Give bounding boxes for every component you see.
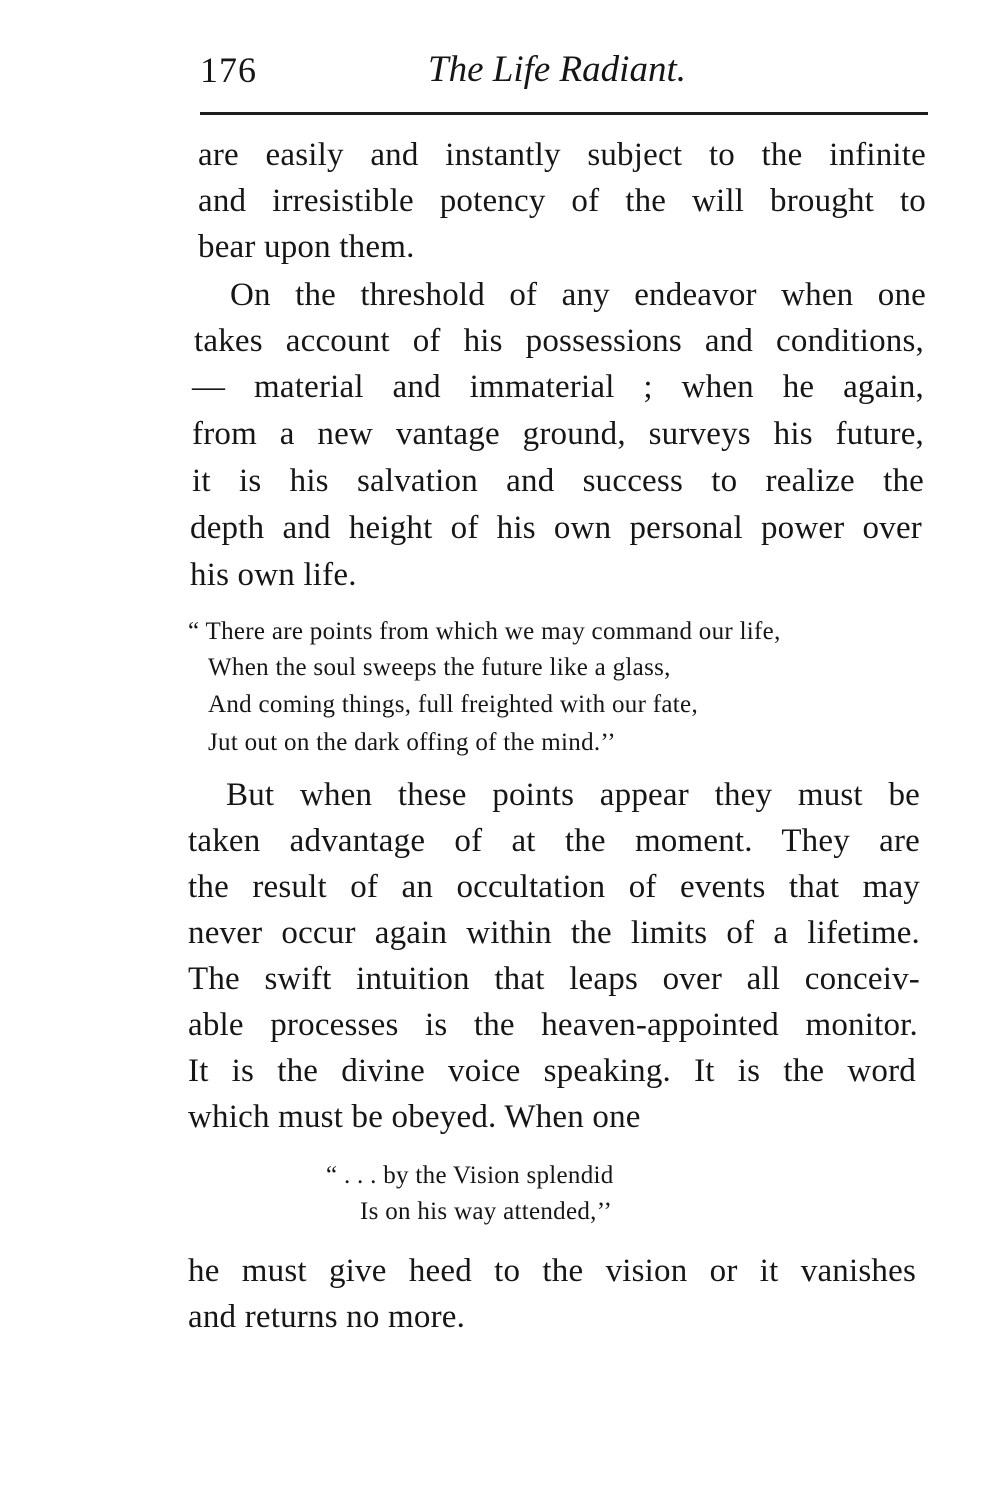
paragraph-2-line-5: it is his salvation and success to realize the	[192, 463, 924, 499]
paragraph-4-line-2: and returns no more.	[188, 1299, 466, 1335]
paragraph-2-line-1: On the threshold of any endeavor when one	[230, 277, 926, 313]
quote-1-line-1: “ There are points from which we may command our life,	[188, 618, 781, 645]
paragraph-3-line-1: But when these points appear they must be	[226, 777, 920, 813]
paragraph-3-line-2: taken advantage of at the moment. They are	[188, 823, 920, 859]
running-head	[200, 48, 930, 98]
paragraph-2-line-2: takes account of his possessions and conditions,	[194, 323, 924, 359]
quote-1-line-4: Jut out on the dark offing of the mind.’’	[208, 729, 616, 756]
paragraph-2-line-7: his own life.	[190, 557, 357, 593]
quote-2-line-2: Is on his way attended,’’	[360, 1198, 613, 1225]
paragraph-1-line-1: are easily and instantly subject to the infinite	[198, 137, 926, 173]
paragraph-1-line-2: and irresistible potency of the will brought to	[198, 183, 926, 219]
paragraph-2-line-6: depth and height of his own personal power over	[190, 510, 922, 546]
paragraph-4-line-1: he must give heed to the vision or it vanishes	[188, 1253, 916, 1289]
page-number: 176	[200, 50, 257, 90]
header-rule	[200, 112, 928, 115]
quote-1-line-3: And coming things, full freighted with our fate,	[208, 691, 698, 718]
paragraph-3-line-4: never occur again within the limits of a lifetime.	[188, 915, 920, 951]
paragraph-1-line-3: bear upon them.	[198, 229, 415, 265]
paragraph-3-line-7: It is the divine voice speaking. It is the word	[188, 1053, 916, 1089]
quote-2-line-1: “ . . . by the Vision splendid	[326, 1162, 614, 1189]
running-title: The Life Radiant.	[428, 49, 686, 90]
paragraph-3-line-3: the result of an occultation of events that may	[188, 869, 920, 905]
paragraph-3-line-8: which must be obeyed. When one	[188, 1099, 641, 1135]
paragraph-3-line-6: able processes is the heaven-appointed monitor.	[188, 1007, 918, 1043]
paragraph-2-line-3: — material and immaterial ; when he again,	[192, 369, 924, 405]
paragraph-3-line-5: The swift intuition that leaps over all conceiv-	[188, 961, 920, 997]
paragraph-2-line-4: from a new vantage ground, surveys his future,	[192, 416, 924, 452]
quote-1-line-2: When the soul sweeps the future like a glass,	[208, 654, 671, 681]
